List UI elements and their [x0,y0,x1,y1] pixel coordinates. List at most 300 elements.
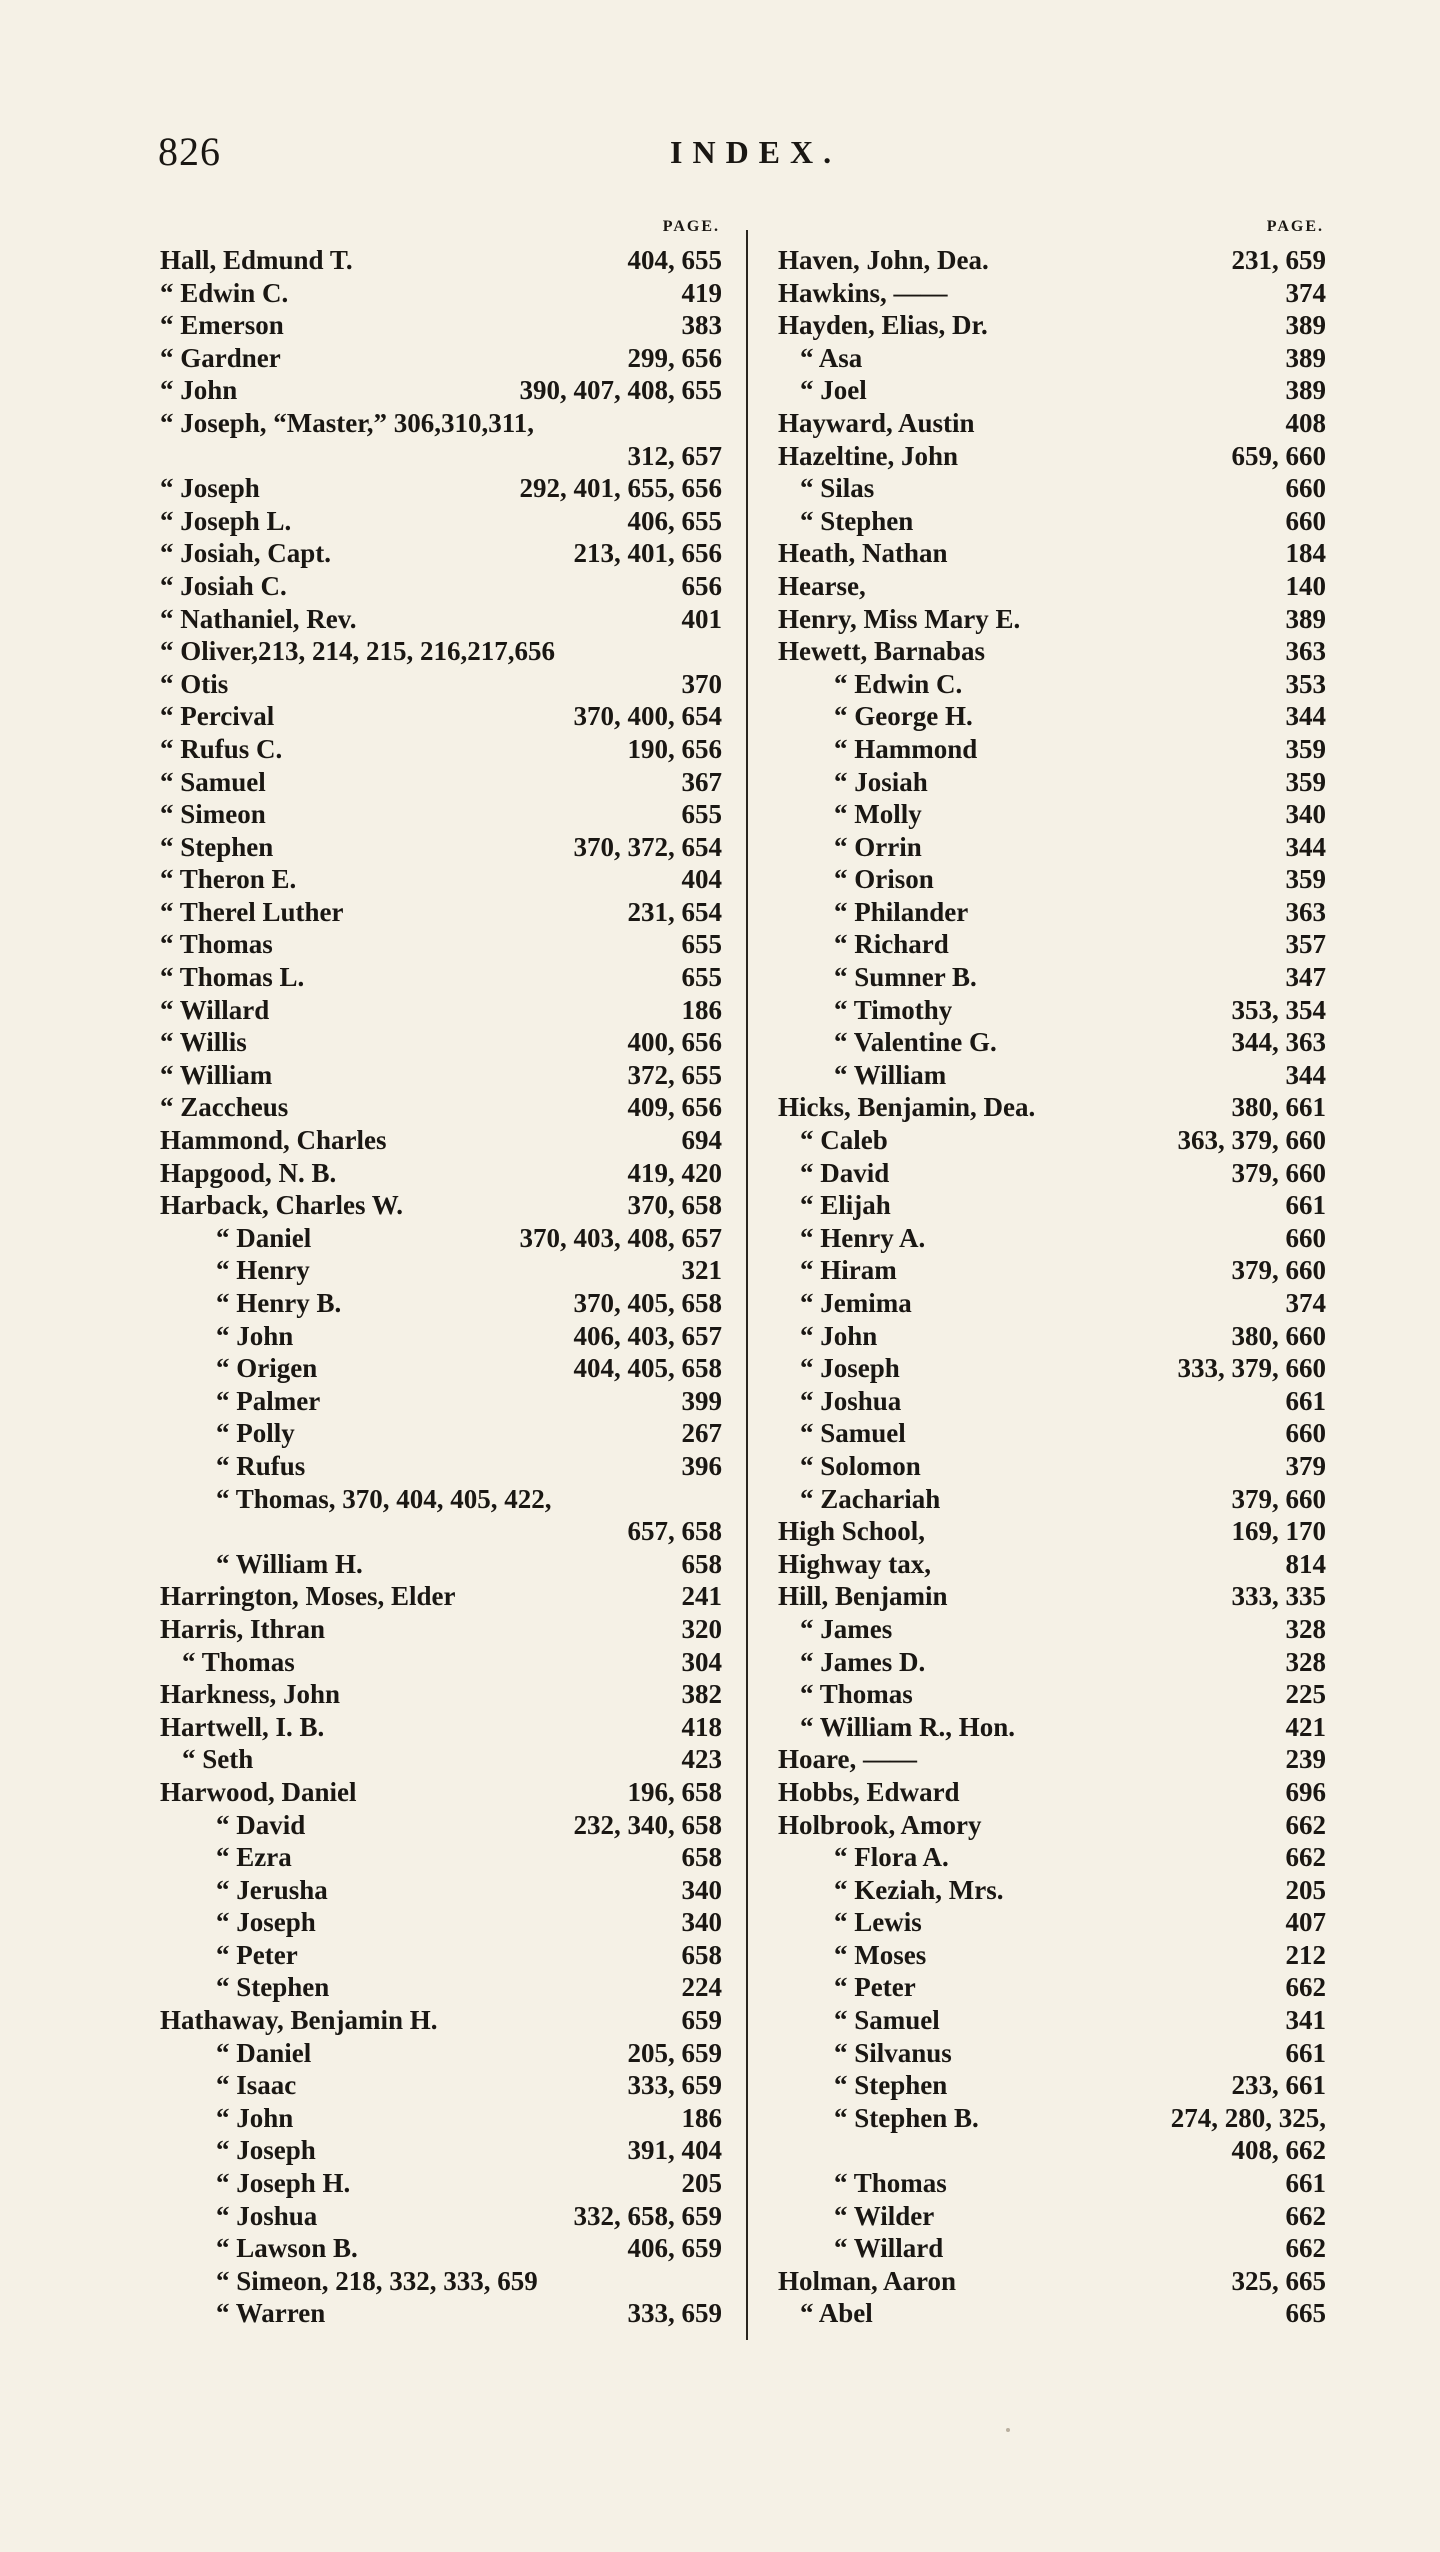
entry-pages: 408 [1285,407,1326,438]
entry-name: “ Peter [216,1939,298,1970]
entry-name: “ Solomon [800,1450,921,1481]
entry-pages: 382 [681,1679,722,1710]
index-entry [160,1352,722,1385]
entry-name: Hazeltine, John [778,440,958,471]
entry-name: Henry, Miss Mary E. [778,603,1021,634]
entry-pages: 370, 658 [627,1190,722,1221]
entry-name: “ Wilder [834,2200,935,2231]
entry-name: “ Caleb [800,1125,888,1156]
entry-pages: 239 [1285,1744,1326,1775]
entry-pages: 363 [1285,636,1326,667]
entry-name: “ John [216,1320,294,1351]
index-entry [778,1743,1326,1776]
index-entry [778,1385,1326,1418]
entry-name: Haven, John, Dea. [778,245,989,275]
index-entry [160,766,722,799]
index-entry [160,309,722,342]
entry-name: Hayden, Elias, Dr. [778,310,988,341]
entry-name: Hayward, Austin [778,407,975,438]
entry-pages: 353 [1285,668,1326,699]
entry-pages: 399 [681,1385,722,1416]
entry-name: “ John [160,375,238,406]
entry-name: “ Philander [834,896,969,927]
entry-name: “ Elijah [800,1190,891,1221]
index-entry [160,1874,722,1907]
index-entry [160,2232,722,2265]
index-entry [778,2297,1326,2330]
entry-name: “ Josiah C. [160,570,287,601]
entry-name: “ Lewis [834,1907,922,1938]
entry-name: “ Stephen [800,505,914,536]
entry-name: Harkness, John [160,1679,341,1710]
entry-pages: 340 [681,1874,722,1905]
entry-pages: 205, 659 [627,2037,722,2068]
index-entry [160,2004,722,2037]
entry-pages: 696 [1285,1776,1326,1807]
index-entry [160,635,722,668]
entry-pages: 383 [681,310,722,341]
index-entry [160,994,722,1027]
entry-name: “ Percival [160,701,275,732]
entry-name: “ William R., Hon. [800,1711,1016,1742]
index-entry [778,1059,1326,1092]
entry-name: “ Joseph, “Master,” 306,310,311, [160,407,535,438]
entry-pages: 332, 658, 659 [573,2200,722,2231]
entry-name: “ Stephen [160,831,274,862]
index-entry [160,1939,722,1972]
entry-pages: 406, 659 [627,2233,722,2264]
entry-pages: 205 [1285,1874,1326,1905]
entry-pages: 140 [1285,570,1326,601]
entry-pages: 186 [681,2102,722,2133]
index-entry [160,1157,722,1190]
index-entry [778,668,1326,701]
entry-name: “ Jemima [800,1288,912,1318]
index-entry [778,505,1326,538]
entry-pages: 421 [1285,1711,1326,1742]
entry-pages: 661 [1285,2037,1326,2068]
index-column-right [778,218,1326,2330]
index-entry [778,700,1326,733]
entry-pages: 196, 658 [627,1776,722,1807]
entry-pages: 379 [1285,1450,1326,1481]
index-entry [160,1548,722,1581]
entry-pages: 404, 655 [627,245,722,275]
entry-pages: 292, 401, 655, 656 [519,473,722,504]
index-entry [160,1711,722,1744]
index-entry [778,570,1326,603]
entry-pages: 661 [1285,2168,1326,2199]
entry-name: “ Rufus [216,1450,306,1481]
entry-name: “ Thomas [834,2168,947,2199]
index-entry [778,1841,1326,1874]
entry-name: “ Simeon, 218, 332, 333, 659 [216,2265,538,2296]
entry-pages: 205 [681,2168,722,2199]
entry-pages: 370, 400, 654 [573,701,722,732]
column-divider [746,230,748,2340]
index-entry [160,2297,722,2330]
entry-name: “ Gardner [160,342,281,373]
index-entry [160,1515,722,1548]
index-entry [160,1287,722,1320]
entry-pages: 659, 660 [1231,440,1326,471]
entry-name: “ Willard [834,2233,944,2264]
entry-name: “ Henry B. [216,1288,342,1318]
index-entry [778,2004,1326,2037]
entry-pages: 379, 660 [1231,1255,1326,1286]
entry-pages: 389 [1285,342,1326,373]
index-entry [778,472,1326,505]
entry-name: “ David [216,1809,306,1840]
entry-pages: 391, 404 [627,2135,722,2166]
entry-pages: 660 [1285,505,1326,536]
entry-pages: 363 [1285,896,1326,927]
index-entry [160,570,722,603]
entry-pages: 661 [1285,1190,1326,1221]
entry-name: “ Samuel [160,766,266,797]
entry-pages: 423 [681,1744,722,1775]
entry-name: Hobbs, Edward [778,1776,960,1807]
index-entry [778,798,1326,831]
entry-name: “ Asa [800,342,863,373]
entry-pages: 658 [681,1842,722,1873]
index-entry [778,2069,1326,2102]
entry-name: Harris, Ithran [160,1613,325,1644]
index-entry [160,1646,722,1679]
entry-pages: 379, 660 [1231,1483,1326,1514]
index-entry [160,2134,722,2167]
entry-pages: 694 [681,1125,722,1156]
entry-pages: 662 [1285,2200,1326,2231]
index-entry [160,1091,722,1124]
entry-pages: 340 [1285,799,1326,830]
entry-pages: 370, 372, 654 [573,831,722,862]
index-entry [778,1971,1326,2004]
index-entry [778,2232,1326,2265]
entry-pages: 320 [681,1613,722,1644]
entry-pages: 396 [681,1450,722,1481]
entry-name: Hawkins, —— [778,277,948,308]
index-entry [778,1515,1326,1548]
entry-name: “ Henry [216,1255,310,1286]
index-entry [160,1254,722,1287]
index-entry [778,766,1326,799]
entry-name: “ Joshua [800,1385,902,1416]
entry-pages: 370, 403, 408, 657 [519,1222,722,1253]
entry-name: “ Nathaniel, Rev. [160,603,357,634]
entry-pages: 404 [681,864,722,895]
index-entry [778,1613,1326,1646]
index-entry [778,1483,1326,1516]
entry-name: “ Edwin C. [160,277,289,308]
entry-name: “ Origen [216,1353,318,1384]
entry-name: “ Orison [834,864,934,895]
entry-name: “ James [800,1613,893,1644]
index-entry [778,1157,1326,1190]
entry-pages: 357 [1285,929,1326,960]
index-entry [160,831,722,864]
entry-pages: 656 [681,570,722,601]
entry-name: “ Hiram [800,1255,897,1286]
entry-name: Hammond, Charles [160,1125,387,1156]
entry-name: Hall, Edmund T. [160,245,353,275]
index-entry [160,863,722,896]
index-entry [778,2200,1326,2233]
entry-name: “ Stephen [216,1972,330,2003]
entry-pages: 419, 420 [627,1157,722,1188]
entry-name: Hearse, [778,570,866,601]
index-entry [778,1678,1326,1711]
index-entry [778,635,1326,668]
entry-pages: 380, 661 [1231,1092,1326,1123]
entry-pages: 333, 379, 660 [1177,1353,1326,1384]
entry-pages: 333, 659 [627,2298,722,2329]
index-entry [160,700,722,733]
entry-pages: 274, 280, 325, [1170,2102,1326,2133]
entry-pages: 231, 659 [1231,245,1326,275]
entry-name: “ Moses [834,1939,927,1970]
entry-name: “ William [834,1059,947,1090]
entry-pages: 374 [1285,277,1326,308]
index-entry [778,1776,1326,1809]
entry-name: “ Joshua [216,2200,318,2231]
entry-name: “ Simeon [160,799,266,830]
entry-pages: 655 [681,799,722,830]
index-entry [160,1906,722,1939]
entry-name: Hicks, Benjamin, Dea. [778,1092,1036,1123]
entry-name: Hill, Benjamin [778,1581,948,1612]
entry-pages: 224 [681,1972,722,2003]
index-entry [778,374,1326,407]
index-entry [778,1091,1326,1124]
index-entry [160,472,722,505]
entry-pages: 408, 662 [1231,2135,1326,2166]
index-entry [778,309,1326,342]
index-entry [160,2265,722,2298]
entry-pages: 404, 405, 658 [573,1353,722,1384]
index-entry [160,603,722,636]
entry-name: “ Joseph H. [216,2168,351,2199]
index-entry [160,1743,722,1776]
entry-pages: 241 [681,1581,722,1612]
index-entry [160,1059,722,1092]
index-entry [160,1385,722,1418]
index-entry [778,537,1326,570]
entry-pages: 379, 660 [1231,1157,1326,1188]
index-entry [160,1580,722,1613]
page-number: 826 [158,129,221,174]
entry-pages: 655 [681,962,722,993]
entry-name: “ Polly [216,1418,295,1449]
entry-name: “ Silas [800,473,875,504]
entry-pages: 299, 656 [627,342,722,373]
entry-name: “ Molly [834,799,922,830]
entry-pages: 344, 363 [1231,1027,1326,1058]
index-entry [160,2102,722,2135]
index-entry [160,961,722,994]
entry-name: “ Zachariah [800,1483,941,1514]
index-entry [778,1189,1326,1222]
entry-name: “ Stephen B. [834,2102,979,2133]
entry-name: “ John [216,2102,294,2133]
index-entry [778,407,1326,440]
index-entry [778,2134,1326,2167]
index-entry [778,1287,1326,1320]
entry-name: “ Samuel [800,1418,906,1449]
entry-pages: 407 [1285,1907,1326,1938]
index-entry [778,1906,1326,1939]
entry-name: “ Willis [160,1027,247,1058]
index-entry [778,1026,1326,1059]
entry-pages: 419 [681,277,722,308]
entry-name: Hartwell, I. B. [160,1711,325,1742]
entry-pages: 655 [681,929,722,960]
index-entry [778,1450,1326,1483]
entry-name: “ Thomas [800,1679,913,1710]
index-entry [160,1971,722,2004]
entry-name: “ Thomas L. [160,962,305,993]
entry-name: “ Otis [160,668,229,699]
entry-name: “ Thomas, 370, 404, 405, 422, [216,1483,552,1514]
index-entry [160,1124,722,1157]
entry-name: Holbrook, Amory [778,1809,982,1840]
entry-name: “ Stephen [834,2070,948,2101]
index-entry [160,1026,722,1059]
entry-name: “ Rufus C. [160,733,283,764]
index-entry [160,896,722,929]
entry-pages: 662 [1285,1972,1326,2003]
entry-name: “ Emerson [160,310,284,341]
entry-pages: 328 [1285,1613,1326,1644]
entry-name: “ Richard [834,929,949,960]
entry-pages: 169, 170 [1231,1516,1326,1547]
entry-pages: 657, 658 [627,1516,722,1547]
index-entry [160,277,722,310]
index-entry [778,277,1326,310]
entry-pages: 401 [681,603,722,634]
running-head: INDEX. [670,134,842,170]
index-entry [160,733,722,766]
index-entry [160,537,722,570]
index-entry [160,1841,722,1874]
entry-pages: 814 [1285,1548,1326,1579]
index-entry [160,505,722,538]
entry-pages: 389 [1285,310,1326,341]
index-entry [778,2102,1326,2135]
index-entry [778,994,1326,1027]
index-entry [160,2037,722,2070]
index-entry [778,1711,1326,1744]
entry-pages: 374 [1285,1288,1326,1318]
entry-pages: 372, 655 [627,1059,722,1090]
entry-pages: 380, 660 [1231,1320,1326,1351]
entry-name: “ Thomas [160,929,273,960]
index-entry [778,1939,1326,1972]
entry-pages: 231, 654 [627,896,722,927]
page-column-label: PAGE. [1266,218,1324,235]
index-entry [160,2200,722,2233]
entry-name: High School, [778,1516,926,1547]
page-header [0,128,1440,188]
entry-pages: 212 [1285,1939,1326,1970]
entry-name: “ Therel Luther [160,896,344,927]
entry-name: “ Daniel [216,2037,312,2068]
entry-pages: 359 [1285,766,1326,797]
entry-name: “ Flora A. [834,1842,949,1873]
index-entry [778,2167,1326,2200]
entry-name: “ Joseph [800,1353,900,1384]
entry-name: Highway tax, [778,1548,932,1579]
entry-name: “ Palmer [216,1385,321,1416]
entry-name: “ Warren [216,2298,326,2329]
entry-pages: 312, 657 [627,440,722,471]
entry-pages: 341 [1285,2005,1326,2036]
entry-name: “ Hammond [834,733,978,764]
entry-name: “ Timothy [834,994,953,1025]
entry-name: Heath, Nathan [778,538,948,569]
entry-pages: 390, 407, 408, 655 [519,375,722,406]
entry-pages: 406, 655 [627,505,722,536]
index-entry [160,928,722,961]
entry-name: “ George H. [834,701,973,732]
index-entry [778,1874,1326,1907]
entry-name: “ Joseph L. [160,505,292,536]
index-entry [778,1320,1326,1353]
index-entry [778,896,1326,929]
entry-name: “ Ezra [216,1842,292,1873]
entry-name: Hewett, Barnabas [778,636,985,667]
index-entry [778,1222,1326,1255]
entry-pages: 367 [681,766,722,797]
entry-name: “ Seth [182,1744,254,1775]
entry-name: “ Sumner B. [834,962,977,993]
entry-name: “ Orrin [834,831,922,862]
entry-pages: 662 [1285,2233,1326,2264]
index-entry [160,342,722,375]
index-entry [778,440,1326,473]
entry-name: “ Daniel [216,1222,312,1253]
entry-pages: 662 [1285,1809,1326,1840]
entry-pages: 661 [1285,1385,1326,1416]
entry-pages: 658 [681,1548,722,1579]
index-entry [160,1222,722,1255]
index-entry [778,2037,1326,2070]
entry-name: “ Joseph [216,1907,316,1938]
index-entry [778,603,1326,636]
entry-name: “ Oliver,213, 214, 215, 216,217,656 [160,636,555,667]
index-entry [160,2069,722,2102]
entry-name: Holman, Aaron [778,2265,957,2296]
entry-name: “ William [160,1059,273,1090]
entry-name: Harwood, Daniel [160,1776,357,1807]
index-entry [778,2265,1326,2298]
entry-pages: 267 [681,1418,722,1449]
index-entry [778,1580,1326,1613]
entry-pages: 660 [1285,1222,1326,1253]
index-entry [160,244,722,277]
index-entry [778,244,1326,277]
entry-pages: 389 [1285,603,1326,634]
index-entry [160,374,722,407]
index-entry [160,1809,722,1842]
entry-pages: 333, 335 [1231,1581,1326,1612]
entry-name: “ Joel [800,375,867,406]
entry-name: “ Edwin C. [834,668,963,699]
entry-name: Hapgood, N. B. [160,1157,337,1188]
entry-pages: 190, 656 [627,733,722,764]
index-entry [778,831,1326,864]
entry-pages: 225 [1285,1679,1326,1710]
